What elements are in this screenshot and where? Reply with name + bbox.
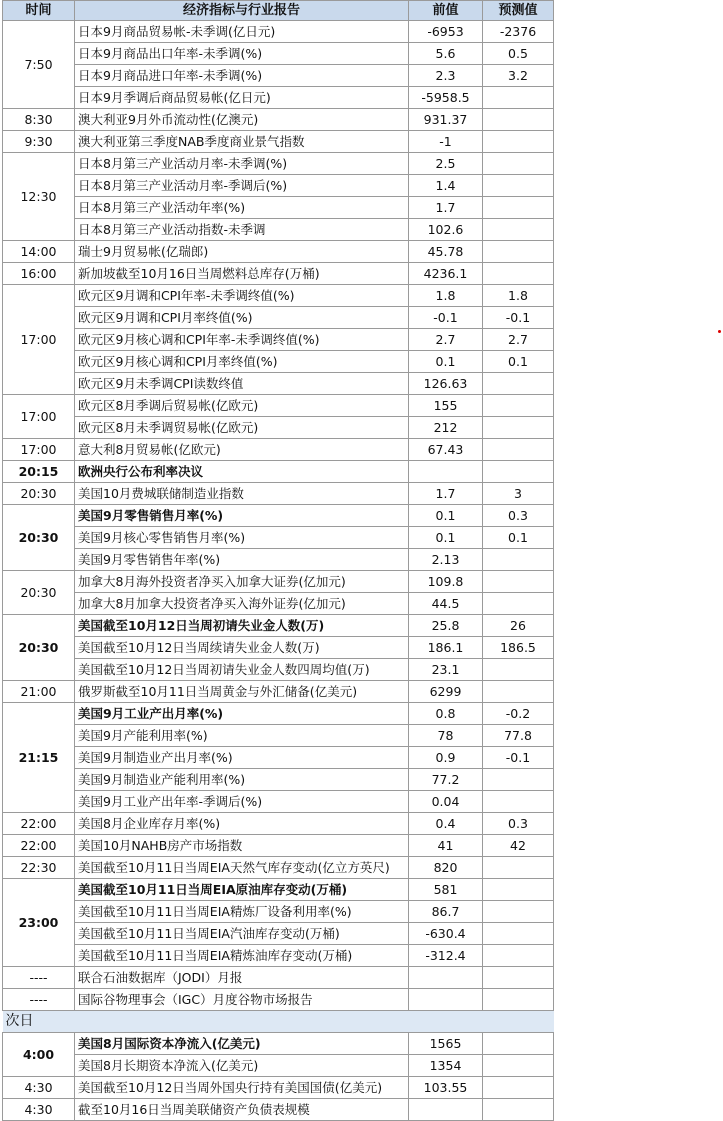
previous-value-cell: 2.3 [409, 65, 483, 87]
table-row [3, 835, 554, 857]
forecast-value-cell: 42 [483, 835, 554, 857]
forecast-value-cell: -0.1 [483, 747, 554, 769]
time-cell: 20:30 [3, 505, 75, 571]
section-next-day [3, 1011, 554, 1033]
table-row [3, 681, 554, 703]
previous-value-cell: -1 [409, 131, 483, 153]
indicator-cell: 联合石油数据库（JODI）月报 [75, 967, 409, 989]
table-row [3, 483, 554, 505]
indicator-cell: 美国截至10月12日当周初请失业金人数(万) [75, 615, 409, 637]
table-row [3, 637, 554, 659]
previous-value-cell: -6953 [409, 21, 483, 43]
previous-value-cell: 1.8 [409, 285, 483, 307]
indicator-cell: 美国9月产能利用率(%) [75, 725, 409, 747]
previous-value-cell: 931.37 [409, 109, 483, 131]
time-cell: 21:00 [3, 681, 75, 703]
time-cell: 12:30 [3, 153, 75, 241]
table-row [3, 857, 554, 879]
forecast-value-cell [483, 1077, 554, 1099]
table-row [3, 197, 554, 219]
previous-value-cell: 5.6 [409, 43, 483, 65]
table-row [3, 989, 554, 1011]
table-row [3, 923, 554, 945]
indicator-cell: 澳大利亚9月外币流动性(亿澳元) [75, 109, 409, 131]
indicator-cell: 美国截至10月11日当周EIA天然气库存变动(亿立方英尺) [75, 857, 409, 879]
forecast-value-cell [483, 989, 554, 1011]
table-row [3, 527, 554, 549]
table-row [3, 395, 554, 417]
indicator-cell: 美国8月企业库存月率(%) [75, 813, 409, 835]
time-cell: 20:15 [3, 461, 75, 483]
forecast-value-cell: 3 [483, 483, 554, 505]
table-row [3, 1033, 554, 1055]
time-cell: 22:00 [3, 835, 75, 857]
forecast-value-cell [483, 967, 554, 989]
forecast-value-cell [483, 791, 554, 813]
previous-value-cell: 1565 [409, 1033, 483, 1055]
economic-calendar-table [2, 0, 554, 1121]
table-row [3, 1055, 554, 1077]
previous-value-cell: 44.5 [409, 593, 483, 615]
forecast-value-cell [483, 571, 554, 593]
forecast-value-cell: 26 [483, 615, 554, 637]
previous-value-cell: 103.55 [409, 1077, 483, 1099]
indicator-cell: 美国10月费城联储制造业指数 [75, 483, 409, 505]
indicator-cell: 美国9月零售销售月率(%) [75, 505, 409, 527]
indicator-cell: 欧元区9月调和CPI月率终值(%) [75, 307, 409, 329]
previous-value-cell: 23.1 [409, 659, 483, 681]
table-row [3, 417, 554, 439]
table-row [3, 21, 554, 43]
time-cell: 20:30 [3, 615, 75, 681]
section-label: 次日 [3, 1011, 554, 1033]
table-row [3, 813, 554, 835]
previous-value-cell: 126.63 [409, 373, 483, 395]
indicator-cell: 美国截至10月11日当周EIA原油库存变动(万桶) [75, 879, 409, 901]
indicator-cell: 瑞士9月贸易帐(亿瑞郎) [75, 241, 409, 263]
previous-value-cell: 0.8 [409, 703, 483, 725]
forecast-value-cell [483, 263, 554, 285]
indicator-cell: 欧元区9月调和CPI年率-未季调终值(%) [75, 285, 409, 307]
forecast-value-cell [483, 549, 554, 571]
indicator-cell: 欧洲央行公布利率决议 [75, 461, 409, 483]
time-cell: 17:00 [3, 439, 75, 461]
indicator-cell: 日本9月季调后商品贸易帐(亿日元) [75, 87, 409, 109]
header-forecast: 预测值 [483, 1, 554, 21]
time-cell: 4:30 [3, 1077, 75, 1099]
previous-value-cell: 186.1 [409, 637, 483, 659]
table-row [3, 615, 554, 637]
forecast-value-cell [483, 219, 554, 241]
table-row [3, 791, 554, 813]
forecast-value-cell [483, 87, 554, 109]
previous-value-cell: 86.7 [409, 901, 483, 923]
previous-value-cell: 0.1 [409, 351, 483, 373]
table-row [3, 263, 554, 285]
table-row [3, 879, 554, 901]
previous-value-cell: 4236.1 [409, 263, 483, 285]
previous-value-cell: 102.6 [409, 219, 483, 241]
previous-value-cell: 0.9 [409, 747, 483, 769]
forecast-value-cell [483, 923, 554, 945]
indicator-cell: 欧元区8月季调后贸易帐(亿欧元) [75, 395, 409, 417]
previous-value-cell: 25.8 [409, 615, 483, 637]
forecast-value-cell [483, 395, 554, 417]
forecast-value-cell: -0.1 [483, 307, 554, 329]
table-row [3, 725, 554, 747]
table-row [3, 967, 554, 989]
forecast-value-cell [483, 681, 554, 703]
indicator-cell: 澳大利亚第三季度NAB季度商业景气指数 [75, 131, 409, 153]
previous-value-cell: 41 [409, 835, 483, 857]
table-row [3, 131, 554, 153]
header-indicator: 经济指标与行业报告 [75, 1, 409, 21]
forecast-value-cell: 0.1 [483, 527, 554, 549]
forecast-value-cell: 3.2 [483, 65, 554, 87]
indicator-cell: 日本9月商品出口年率-未季调(%) [75, 43, 409, 65]
time-cell: 8:30 [3, 109, 75, 131]
forecast-value-cell [483, 593, 554, 615]
indicator-cell: 美国截至10月11日当周EIA精炼油库存变动(万桶) [75, 945, 409, 967]
previous-value-cell: 581 [409, 879, 483, 901]
section-row [3, 1011, 554, 1033]
table-row [3, 1077, 554, 1099]
time-cell: ---- [3, 989, 75, 1011]
time-cell: 22:30 [3, 857, 75, 879]
previous-value-cell: 2.13 [409, 549, 483, 571]
indicator-cell: 日本8月第三产业活动月率-未季调(%) [75, 153, 409, 175]
forecast-value-cell [483, 857, 554, 879]
table-row [3, 1099, 554, 1121]
forecast-value-cell: 0.5 [483, 43, 554, 65]
table-row [3, 593, 554, 615]
previous-value-cell: 2.5 [409, 153, 483, 175]
indicator-cell: 意大利8月贸易帐(亿欧元) [75, 439, 409, 461]
time-cell: 23:00 [3, 879, 75, 967]
previous-value-cell [409, 461, 483, 483]
table-row [3, 307, 554, 329]
table-row [3, 461, 554, 483]
previous-value-cell: -312.4 [409, 945, 483, 967]
table-row [3, 241, 554, 263]
indicator-cell: 美国9月制造业产能利用率(%) [75, 769, 409, 791]
previous-value-cell [409, 1099, 483, 1121]
table-row [3, 901, 554, 923]
table-row [3, 109, 554, 131]
indicator-cell: 欧元区9月未季调CPI读数终值 [75, 373, 409, 395]
previous-value-cell [409, 989, 483, 1011]
time-cell: 9:30 [3, 131, 75, 153]
forecast-value-cell [483, 153, 554, 175]
indicator-cell: 美国8月国际资本净流入(亿美元) [75, 1033, 409, 1055]
indicator-cell: 美国10月NAHB房产市场指数 [75, 835, 409, 857]
indicator-cell: 日本8月第三产业活动月率-季调后(%) [75, 175, 409, 197]
forecast-value-cell: 2.7 [483, 329, 554, 351]
previous-value-cell: 0.1 [409, 505, 483, 527]
forecast-value-cell: 1.8 [483, 285, 554, 307]
forecast-value-cell [483, 1099, 554, 1121]
indicator-cell: 美国截至10月12日当周续请失业金人数(万) [75, 637, 409, 659]
forecast-value-cell [483, 109, 554, 131]
table-row [3, 703, 554, 725]
forecast-value-cell [483, 197, 554, 219]
indicator-cell: 美国截至10月11日当周EIA汽油库存变动(万桶) [75, 923, 409, 945]
indicator-cell: 日本9月商品进口年率-未季调(%) [75, 65, 409, 87]
previous-value-cell: 67.43 [409, 439, 483, 461]
forecast-value-cell [483, 373, 554, 395]
forecast-value-cell [483, 1055, 554, 1077]
table-row [3, 329, 554, 351]
table-row [3, 571, 554, 593]
forecast-value-cell: 77.8 [483, 725, 554, 747]
previous-value-cell: 2.7 [409, 329, 483, 351]
forecast-value-cell [483, 1033, 554, 1055]
time-cell: 4:00 [3, 1033, 75, 1077]
time-cell: 22:00 [3, 813, 75, 835]
forecast-value-cell [483, 175, 554, 197]
forecast-value-cell [483, 241, 554, 263]
time-cell: 14:00 [3, 241, 75, 263]
table-row [3, 945, 554, 967]
time-cell: 20:30 [3, 571, 75, 615]
table-header-row [3, 1, 554, 21]
indicator-cell: 美国截至10月12日当周外国央行持有美国国债(亿美元) [75, 1077, 409, 1099]
indicator-cell: 截至10月16日当周美联储资产负债表规模 [75, 1099, 409, 1121]
table-row [3, 549, 554, 571]
time-cell: ---- [3, 967, 75, 989]
indicator-cell: 欧元区9月核心调和CPI月率终值(%) [75, 351, 409, 373]
time-cell: 4:30 [3, 1099, 75, 1121]
table-row [3, 505, 554, 527]
indicator-cell: 美国9月工业产出月率(%) [75, 703, 409, 725]
previous-value-cell: -630.4 [409, 923, 483, 945]
forecast-value-cell [483, 901, 554, 923]
table-row [3, 439, 554, 461]
previous-value-cell: 1.4 [409, 175, 483, 197]
forecast-value-cell: 0.3 [483, 505, 554, 527]
indicator-cell: 日本9月商品贸易帐-未季调(亿日元) [75, 21, 409, 43]
table-row [3, 219, 554, 241]
forecast-value-cell [483, 131, 554, 153]
forecast-value-cell: -2376 [483, 21, 554, 43]
table-row [3, 351, 554, 373]
indicator-cell: 美国截至10月12日当周初请失业金人数四周均值(万) [75, 659, 409, 681]
time-cell: 20:30 [3, 483, 75, 505]
indicator-cell: 俄罗斯截至10月11日当周黄金与外汇储备(亿美元) [75, 681, 409, 703]
previous-value-cell: 1.7 [409, 197, 483, 219]
previous-value-cell: 45.78 [409, 241, 483, 263]
indicator-cell: 加拿大8月加拿大投资者净买入海外证券(亿加元) [75, 593, 409, 615]
previous-value-cell: -0.1 [409, 307, 483, 329]
forecast-value-cell [483, 945, 554, 967]
indicator-cell: 美国8月长期资本净流入(亿美元) [75, 1055, 409, 1077]
table-row [3, 285, 554, 307]
table-row [3, 153, 554, 175]
forecast-value-cell: 0.1 [483, 351, 554, 373]
indicator-cell: 欧元区9月核心调和CPI年率-未季调终值(%) [75, 329, 409, 351]
previous-value-cell [409, 967, 483, 989]
table-body-today [3, 21, 554, 1011]
indicator-cell: 美国9月工业产出年率-季调后(%) [75, 791, 409, 813]
previous-value-cell: 6299 [409, 681, 483, 703]
indicator-cell: 国际谷物理事会（IGC）月度谷物市场报告 [75, 989, 409, 1011]
forecast-value-cell [483, 439, 554, 461]
previous-value-cell: 109.8 [409, 571, 483, 593]
time-cell: 21:15 [3, 703, 75, 813]
table-row [3, 747, 554, 769]
forecast-value-cell [483, 461, 554, 483]
forecast-value-cell: -0.2 [483, 703, 554, 725]
forecast-value-cell [483, 879, 554, 901]
indicator-cell: 新加坡截至10月16日当周燃料总库存(万桶) [75, 263, 409, 285]
table-row [3, 175, 554, 197]
table-row [3, 659, 554, 681]
previous-value-cell: 0.04 [409, 791, 483, 813]
forecast-value-cell [483, 417, 554, 439]
indicator-cell: 日本8月第三产业活动指数-未季调 [75, 219, 409, 241]
red-dot-mark [718, 330, 721, 333]
previous-value-cell: 155 [409, 395, 483, 417]
previous-value-cell: 1.7 [409, 483, 483, 505]
indicator-cell: 加拿大8月海外投资者净买入加拿大证券(亿加元) [75, 571, 409, 593]
time-cell: 7:50 [3, 21, 75, 109]
table-row [3, 373, 554, 395]
previous-value-cell: 212 [409, 417, 483, 439]
forecast-value-cell: 186.5 [483, 637, 554, 659]
previous-value-cell: 0.4 [409, 813, 483, 835]
forecast-value-cell: 0.3 [483, 813, 554, 835]
header-previous: 前值 [409, 1, 483, 21]
header-time: 时间 [3, 1, 75, 21]
indicator-cell: 美国9月制造业产出月率(%) [75, 747, 409, 769]
previous-value-cell: -5958.5 [409, 87, 483, 109]
previous-value-cell: 77.2 [409, 769, 483, 791]
table-row [3, 43, 554, 65]
previous-value-cell: 1354 [409, 1055, 483, 1077]
time-cell: 17:00 [3, 395, 75, 439]
previous-value-cell: 0.1 [409, 527, 483, 549]
table-row [3, 87, 554, 109]
time-cell: 16:00 [3, 263, 75, 285]
time-cell: 17:00 [3, 285, 75, 395]
forecast-value-cell [483, 659, 554, 681]
previous-value-cell: 78 [409, 725, 483, 747]
forecast-value-cell [483, 769, 554, 791]
indicator-cell: 日本8月第三产业活动年率(%) [75, 197, 409, 219]
table-row [3, 769, 554, 791]
previous-value-cell: 820 [409, 857, 483, 879]
table-body-next-day [3, 1033, 554, 1121]
indicator-cell: 欧元区8月未季调贸易帐(亿欧元) [75, 417, 409, 439]
indicator-cell: 美国9月核心零售销售月率(%) [75, 527, 409, 549]
table-row [3, 65, 554, 87]
indicator-cell: 美国截至10月11日当周EIA精炼厂设备利用率(%) [75, 901, 409, 923]
indicator-cell: 美国9月零售销售年率(%) [75, 549, 409, 571]
